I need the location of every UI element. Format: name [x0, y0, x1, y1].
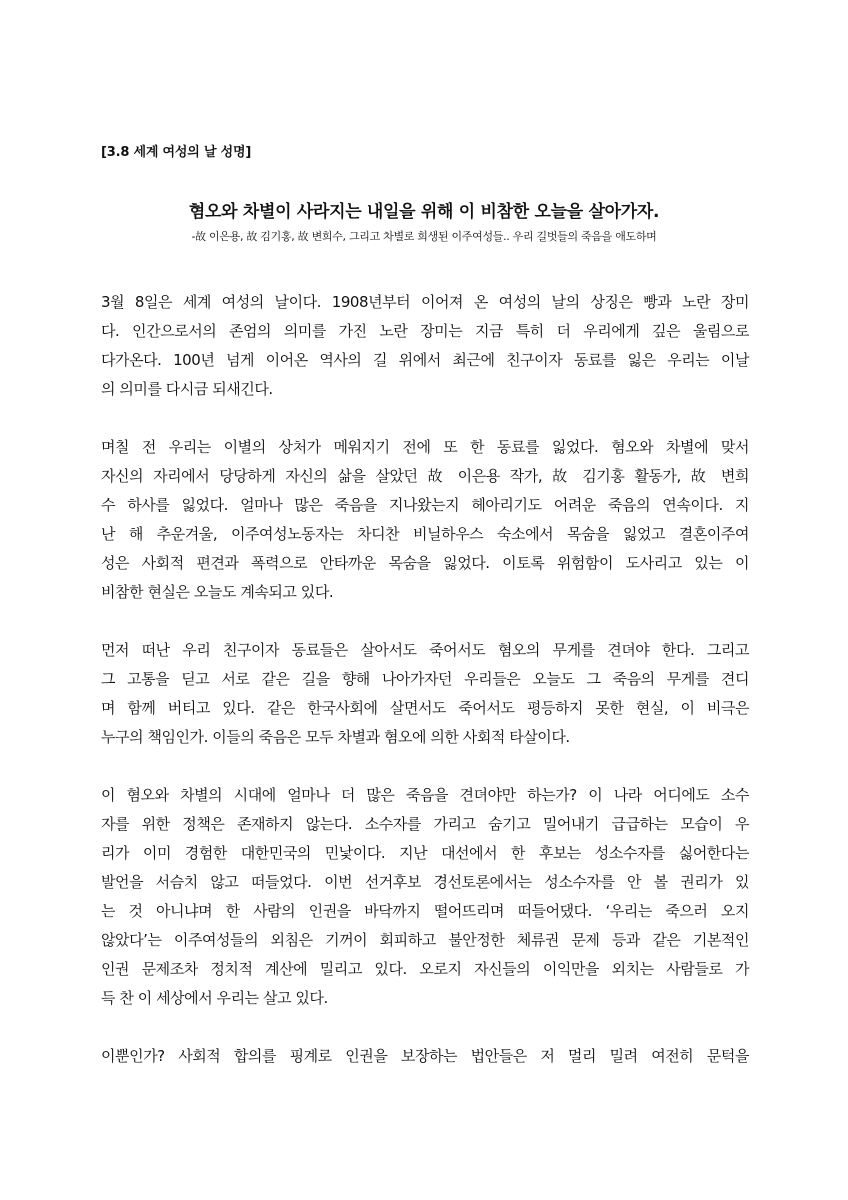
paragraph-1 [101, 288, 749, 404]
text-line: 난 해 추운겨울, 이주여성노동자는 차디찬 비닐하우스 숙소에서 목숨을 잃었고 결혼이주여 [101, 525, 749, 543]
text-line: 며 함께 버티고 있다. 같은 한국사회에 살면서도 죽어서도 평등하지 못한 현실, 이 비극은 [101, 699, 749, 717]
paragraph-5 [101, 1042, 749, 1071]
text-line: 다. 인간으로서의 존엄의 의미를 가진 노란 장미는 지금 특히 더 우리에게 깊은 울림으로 [101, 322, 749, 340]
paragraph-2 [101, 433, 749, 607]
text-line: 득 찬 이 세상에서 우리는 살고 있다. [101, 989, 328, 1007]
text-line: 자신의 자리에서 당당하게 자신의 삶을 살았던 故 이은용 작가, 故 김기홍 활동가, 故 변희 [101, 467, 749, 485]
text-line: 않았다’는 이주여성들의 외침은 기꺼이 회피하고 불안정한 체류권 문제 등과 같은 기본적인 [101, 931, 749, 949]
paragraph-3 [101, 636, 749, 752]
text-line: 수 하사를 잃었다. 얼마나 많은 죽음을 지나왔는지 헤아리기도 어려운 죽음의 연속이다. 지 [101, 496, 749, 514]
text-line: 비참한 현실은 오늘도 계속되고 있다. [101, 583, 334, 601]
statement-header-tag: [3.8 세계 여성의 날 성명] [101, 145, 252, 160]
text-line: 이 혐오와 차별의 시대에 얼마나 더 많은 죽음을 견뎌야만 하는가? 이 나라 어디에도 소수 [101, 786, 749, 804]
text-line: 리가 이미 경험한 대한민국의 민낯이다. 지난 대선에서 한 후보는 성소수자를 싫어한다는 [101, 844, 749, 862]
text-line: 누구의 책임인가. 이들의 죽음은 모두 차별과 혐오에 의한 사회적 타살이다. [101, 728, 570, 746]
text-line: 는 것 아니냐며 한 사람의 인권을 바닥까지 떨어뜨리며 떠들어댔다. ‘우리는 죽으러 오지 [101, 902, 749, 920]
paragraph-4 [101, 781, 749, 1013]
text-line: 다가온다. 100년 넘게 이어온 역사의 길 위에서 최근에 친구이자 동료를 잃은 우리는 이날 [101, 351, 749, 369]
text-line: 발언을 서슴치 않고 떠들었다. 이번 선거후보 경선토론에서는 성소수자를 안 볼 권리가 있 [101, 873, 749, 891]
text-line: 의 의미를 다시금 되새긴다. [101, 380, 273, 398]
text-line: 먼저 떠난 우리 친구이자 동료들은 살아서도 죽어서도 혐오의 무게를 견뎌야 한다. 그리고 [101, 641, 749, 659]
text-line: 인권 문제조차 정치적 계산에 밀리고 있다. 오로지 자신들의 이익만을 외치는 사람들로 가 [101, 960, 749, 978]
statement-title: 혐오와 차별이 사라지는 내일을 위해 이 비참한 오늘을 살아가자. [188, 202, 660, 222]
text-line: 성은 사회적 편견과 폭력으로 안타까운 목숨을 잃었다. 이토록 위험함이 도사리고 있는 이 [101, 554, 749, 572]
text-line: 그 고통을 딛고 서로 같은 길을 향해 나아가자던 우리들은 오늘도 그 죽음의 무게를 견디 [101, 670, 749, 688]
statement-subtitle: -故 이은용, 故 김기홍, 故 변희수, 그리고 차별로 희생된 이주여성들.. 우리 길벗들의 죽음을 애도하며 [191, 230, 657, 243]
text-line: 자를 위한 정책은 존재하지 않는다. 소수자를 가리고 숨기고 밀어내기 급급하는 모습이 우 [101, 815, 749, 833]
text-line: 3월 8일은 세계 여성의 날이다. 1908년부터 이어져 온 여성의 날의 상징은 빵과 노란 장미 [101, 293, 750, 311]
text-line: 이뿐인가? 사회적 합의를 핑계로 인권을 보장하는 법안들은 저 멀리 밀려 여전히 문턱을 [101, 1047, 749, 1065]
text-line: 며칠 전 우리는 이별의 상처가 메워지기 전에 또 한 동료를 잃었다. 혐오와 차별에 맞서 [101, 438, 749, 456]
statement-body [101, 288, 749, 1100]
